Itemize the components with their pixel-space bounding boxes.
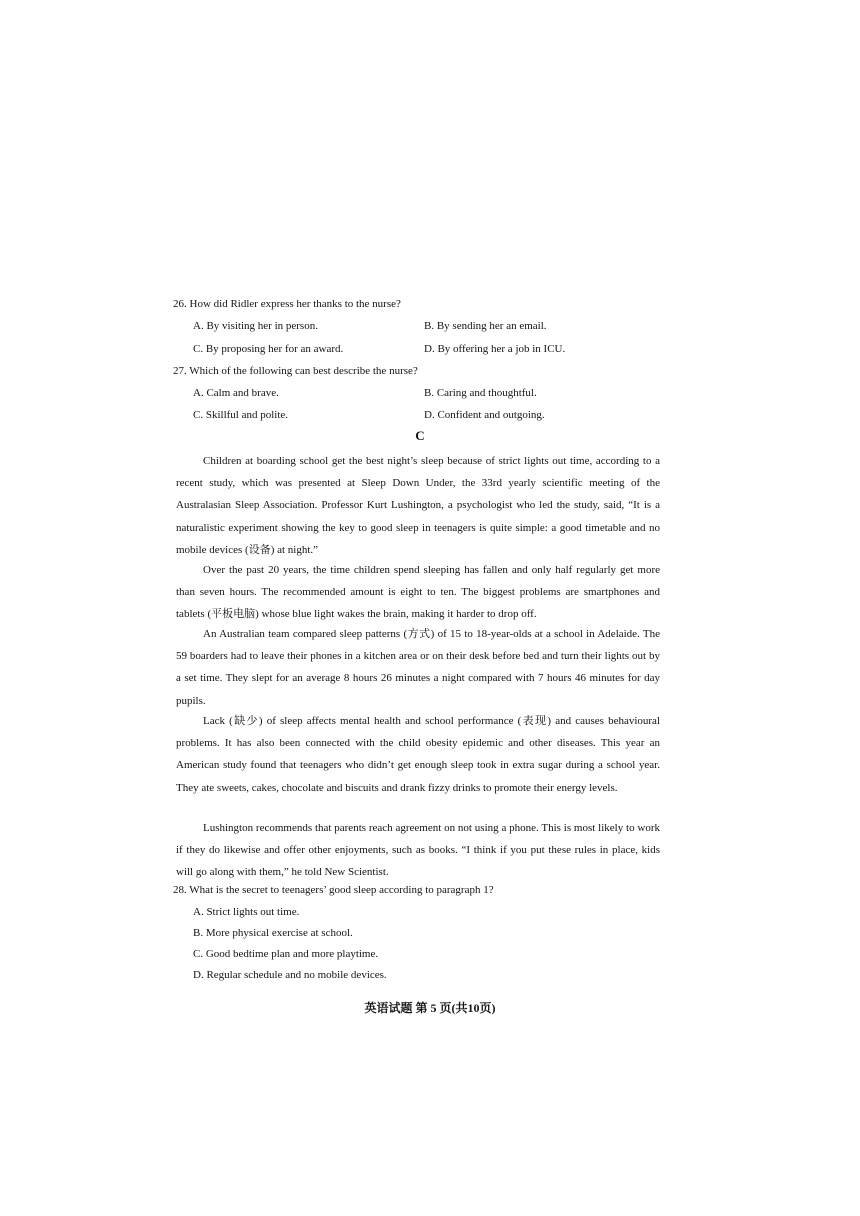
question-27-option-d: D. Confident and outgoing. xyxy=(424,409,545,421)
question-28-option-d: D. Regular schedule and no mobile devices. xyxy=(193,969,387,981)
question-27-option-c: C. Skillful and polite. xyxy=(193,409,289,421)
question-26-option-b: B. By sending her an email. xyxy=(424,320,547,332)
question-26-option-c: C. By proposing her for an award. xyxy=(193,343,344,355)
passage-paragraph-2: Over the past 20 years, the time children spend sleeping has fallen and only half regularly get more than seven hours. The recommended amount is eight to ten. The biggest problems are smartphones and tablets (平板电脑) whose blue light wakes the brain, making it harder to drop off. xyxy=(176,564,660,621)
question-28-option-b: B. More physical exercise at school. xyxy=(193,927,353,939)
question-27-option-a: A. Calm and brave. xyxy=(193,387,279,399)
question-26-option-a: A. By visiting her in person. xyxy=(193,320,318,332)
passage-paragraph-1: Children at boarding school get the best night’s sleep because of strict lights out time, according to a recent study, which was presented at Sleep Down Under, the 33rd yearly scientific meeting of the Australasian Sleep Association. Professor Kurt Lushington, a psychologist who led the study, said, “It is a naturalistic experiment showing the key to good sleep in teenagers is quite simple: a good timetable and no mobile devices (设备) at night.” xyxy=(176,455,660,556)
question-27-option-b: B. Caring and thoughtful. xyxy=(424,387,537,399)
question-26-stem: 26. How did Ridler express her thanks to the nurse? xyxy=(173,298,401,310)
passage-paragraph-3: An Australian team compared sleep patterns (方式) of 15 to 18-year-olds at a school in Adelaide. The 59 boarders had to leave their phones in a kitchen area or on their desk before bed and turn their lights out by a set time. They slept for an average 8 hours 26 minutes a night compared with 7 hours 46 minutes for day pupils. xyxy=(176,628,660,707)
question-26-option-d: D. By offering her a job in ICU. xyxy=(424,343,566,355)
section-heading-c: C xyxy=(415,428,425,443)
page-footer: 英语试题 第 5 页(共10页) xyxy=(364,1001,496,1015)
question-28-option-a: A. Strict lights out time. xyxy=(193,906,300,918)
question-27-stem: 27. Which of the following can best describe the nurse? xyxy=(173,365,418,377)
question-28-option-c: C. Good bedtime plan and more playtime. xyxy=(193,948,379,960)
passage-paragraph-4: Lack (缺少) of sleep affects mental health and school performance (表现) and causes behavioural problems. It has also been connected with the child obesity epidemic and other diseases. This year an American study found that teenagers who didn’t get enough sleep took in extra sugar during a school year. They ate sweets, cakes, chocolate and biscuits and drank fizzy drinks to promote their energy levels. xyxy=(176,715,660,794)
passage-paragraph-5: Lushington recommends that parents reach agreement on not using a phone. This is most likely to work if they do likewise and offer other enjoyments, such as books. “I think if you put these rules in place, kids will go along with them,” he told New Scientist. xyxy=(176,822,660,879)
question-28-stem: 28. What is the secret to teenagers’ good sleep according to paragraph 1? xyxy=(173,884,494,896)
